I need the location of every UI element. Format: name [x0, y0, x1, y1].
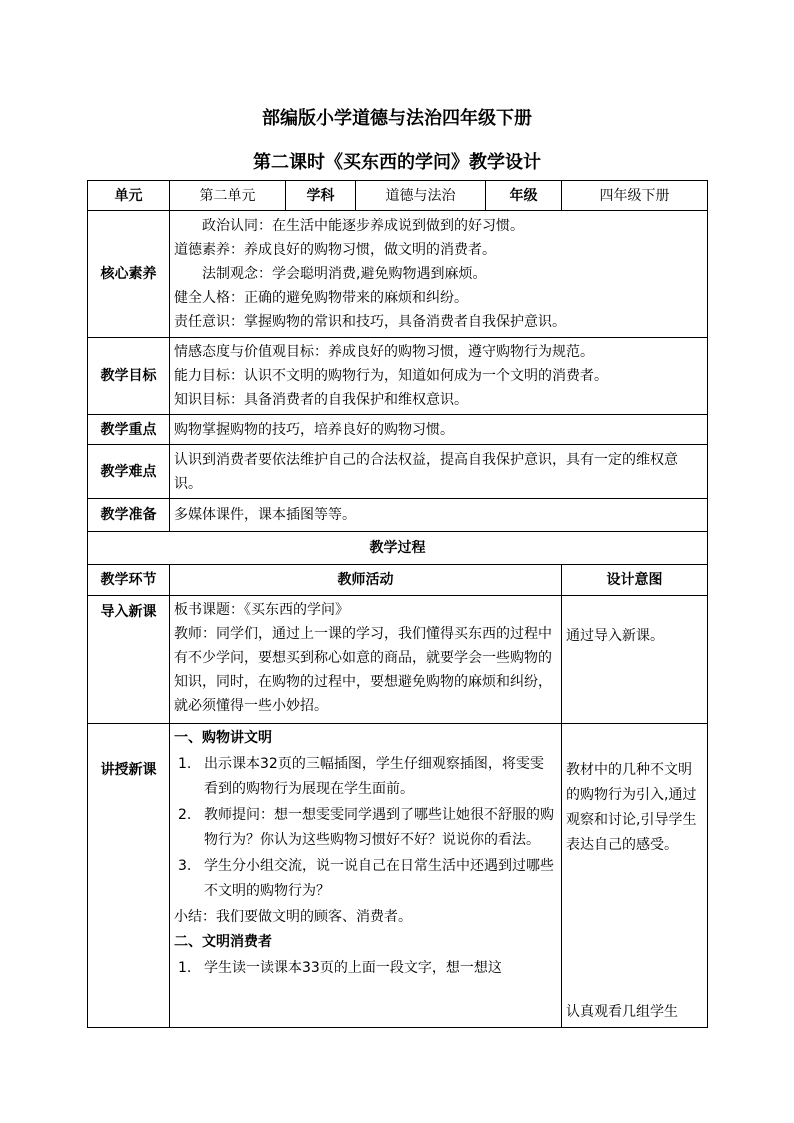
subject-value: 道德与法治	[356, 181, 486, 211]
lesson-plan-table	[87, 180, 708, 1028]
unit-value: 第二单元	[170, 181, 286, 211]
objectives-label: 教学目标	[88, 338, 170, 415]
section-heading: 一、购物讲文明	[174, 730, 272, 746]
new-lesson-row	[88, 724, 708, 1028]
difficulties-label: 教学难点	[88, 445, 170, 499]
grade-label: 年级	[486, 181, 562, 211]
summary-text: 小结：我们要做文明的顾客、消费者。	[174, 908, 412, 925]
activity-list	[174, 752, 557, 905]
preparation-label: 教学准备	[88, 499, 170, 532]
core-literacy-row	[88, 211, 708, 338]
core-literacy-line: 责任意识：掌握购物的常识和技巧，具备消费者自我保护意识。	[174, 314, 566, 330]
core-literacy-line: 法制观念：学会聪明消费,避免购物遇到麻烦。	[202, 266, 487, 282]
intro-intent: 通过导入新课。	[562, 596, 708, 724]
key-points-text: 购物掌握购物的技巧，培养良好的购物习惯。	[170, 415, 708, 445]
list-number: 1.	[178, 755, 192, 772]
list-item	[174, 956, 557, 982]
core-literacy-line: 政治认同：在生活中能逐步养成说到做到的好习惯。	[202, 218, 524, 234]
preparation-text: 多媒体课件，课本插图等等。	[170, 499, 708, 532]
intro-activity	[170, 596, 562, 724]
stage-column-header: 教学环节	[88, 565, 170, 596]
new-lesson-activity	[170, 724, 562, 1028]
difficulties-text: 认识到消费者要依法维护自己的合法权益，提高自我保护意识，具有一定的维权意识。	[170, 445, 708, 499]
key-points-row	[88, 415, 708, 445]
info-row	[88, 181, 708, 211]
core-literacy-line: 健全人格：正确的避免购物带来的麻烦和纠纷。	[174, 290, 468, 306]
list-number: 2.	[178, 806, 192, 823]
new-lesson-stage: 讲授新课	[88, 724, 170, 1028]
subject-label: 学科	[286, 181, 356, 211]
difficulties-row	[88, 445, 708, 499]
intro-stage: 导入新课	[88, 596, 170, 724]
core-literacy-line: 道德素养：养成良好的购物习惯，做文明的消费者。	[174, 242, 496, 258]
list-item-text: 学生分小组交流，说一说自己在日常生活中还遇到过哪些不文明的购物行为？	[204, 857, 554, 899]
objective-line: 能力目标：认识不文明的购物行为，知道如何成为一个文明的消费者。	[174, 368, 608, 384]
key-points-label: 教学重点	[88, 415, 170, 445]
new-lesson-intent	[562, 724, 708, 1028]
grade-value: 四年级下册	[562, 181, 708, 211]
intro-line: 板书课题：《买东西的学问》	[174, 602, 349, 618]
intent-text: 认真观看几组学生	[566, 1004, 678, 1020]
list-item-text: 学生读一读课本33页的上面一段文字，想一想这	[204, 959, 502, 976]
intent-column-header: 设计意图	[562, 565, 708, 596]
process-title-row	[88, 532, 708, 565]
intent-text: 教材中的几种不文明的购物行为引入,通过观察和讨论,引导学生表达自己的感受。	[566, 762, 697, 853]
objective-line: 知识目标：具备消费者的自我保护和维权意识。	[174, 392, 468, 408]
list-number: 1.	[178, 959, 192, 976]
preparation-row	[88, 499, 708, 532]
list-item	[174, 803, 557, 854]
objectives-content	[170, 338, 708, 415]
process-title: 教学过程	[88, 532, 708, 565]
unit-label: 单元	[88, 181, 170, 211]
lesson-title: 第二课时《买东西的学问》教学设计	[253, 152, 541, 173]
activity-list	[174, 956, 557, 982]
list-number: 3.	[178, 857, 192, 874]
intro-row	[88, 596, 708, 724]
process-header-row	[88, 565, 708, 596]
objective-line: 情感态度与价值观目标：养成良好的购物习惯，遵守购物行为规范。	[174, 344, 594, 360]
core-literacy-content	[170, 211, 708, 338]
intro-line: 教师：同学们，通过上一课的学习，我们懂得买东西的过程中有不少学问，要想买到称心如意的商品，就要学会一些购物的知识，同时，在购物的过程中，要想避免购物的麻烦和纠纷，就必须懂得一些小妙招。	[174, 626, 552, 714]
list-item-text: 出示课本32页的三幅插图，学生仔细观察插图，将雯雯看到的购物行为展现在学生面前。	[204, 755, 544, 797]
activity-column-header: 教师活动	[170, 565, 562, 596]
core-literacy-label: 核心素养	[88, 211, 170, 338]
list-item-text: 教师提问：想一想雯雯同学遇到了哪些让她很不舒服的购物行为？你认为这些购物习惯好不好？说说你的看法。	[204, 806, 554, 848]
objectives-row	[88, 338, 708, 415]
list-item	[174, 854, 557, 905]
section-heading: 二、文明消费者	[174, 934, 272, 950]
document-title: 部编版小学道德与法治四年级下册	[262, 108, 532, 129]
list-item	[174, 752, 557, 803]
